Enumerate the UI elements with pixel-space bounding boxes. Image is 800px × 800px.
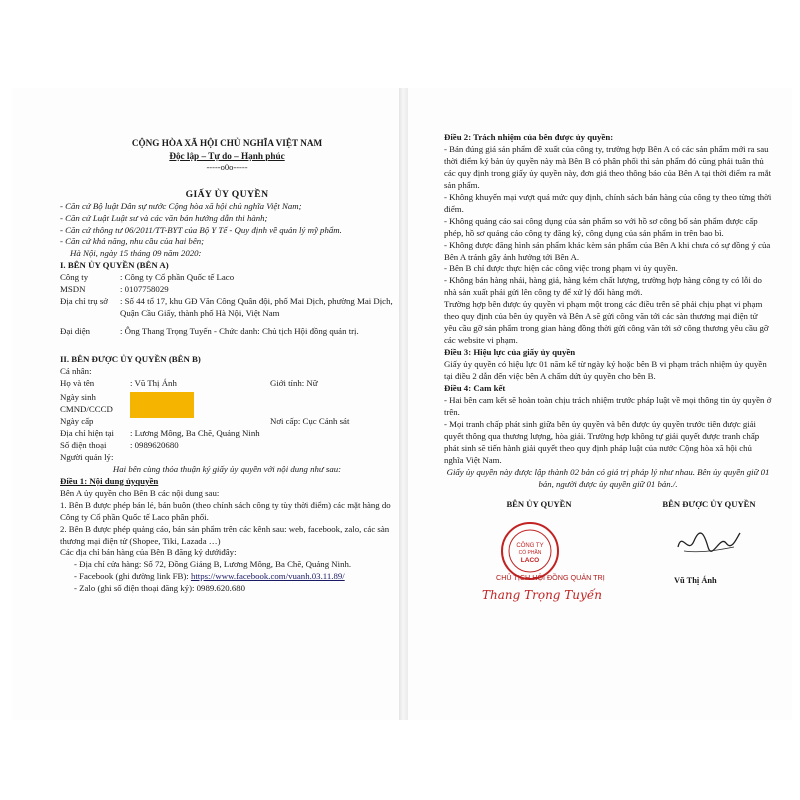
- svg-text:CÔNG TY: CÔNG TY: [516, 542, 544, 549]
- field-value: : 0989620680: [130, 439, 179, 450]
- director-title: CHỦ TỊCH HỘI ĐỒNG QUẢN TRỊ: [496, 572, 605, 582]
- article-1-intro: Bên A ủy quyền cho Bên B các nội dung sau:: [60, 487, 220, 498]
- party-a-company-row: [60, 272, 394, 284]
- article-2-item: - Không được đăng hình sản phẩm khác kèm sản phẩm của Bên A khi chưa có sự đồng ý của Bên A tránh gây ảnh hưởng tới Bên A.: [444, 239, 771, 262]
- svg-text:CỔ PHẦN: CỔ PHẦN: [518, 549, 542, 556]
- redaction-block: [130, 392, 194, 418]
- signature-area: [444, 499, 772, 649]
- gender-field: Giới tính: Nữ: [270, 378, 318, 389]
- legal-basis-item: - Căn cứ thông tư 06/2011/TT-BYT của Bộ Y Tế - Quy định về quản lý mỹ phẩm.: [60, 224, 342, 235]
- party-b-manager: Người quản lý:: [60, 451, 114, 462]
- article-2-item: - Không khuyến mại vượt quá mức quy định, chính sách bán hàng của công ty theo từng thời điểm.: [444, 191, 772, 214]
- party-b-residence-row: [60, 428, 394, 440]
- company-seal-icon: [500, 521, 560, 581]
- article-3-text: Giấy ủy quyền có hiệu lực 01 năm kể từ ngày ký hoặc bên B vi phạm trách nhiệm ủy quyền tại điều 2 dẫn đến việc bên A chấm dứt ủy quyền cho bên B.: [444, 359, 767, 382]
- right-page: [408, 88, 792, 720]
- party-b-type: Cá nhân:: [60, 366, 92, 377]
- field-label: CMND/CCCD: [60, 403, 113, 414]
- party-b-heading: II. BÊN ĐƯỢC ỦY QUYỀN (BÊN B): [60, 354, 201, 365]
- party-a-msdn-row: [60, 284, 394, 296]
- field-value: : Công ty Cổ phần Quốc tế Laco: [120, 272, 235, 283]
- article-4-item: - Mọi tranh chấp phát sinh giữa bên ủy quyền và bên được ủy quyền trước tiên được giải quyết thông qua thương lượng, hòa giải. Trường hợp không tự giải quyết được tranh chấp phát sinh sẽ tiến hành giải quyết theo quy định pháp luật của nước Cộng hòa xã hội chủ nghĩa Việt Nam.: [444, 418, 760, 465]
- svg-text:LACO: LACO: [520, 556, 540, 564]
- channels-intro: Các địa chỉ bán hàng của Bên B đăng ký dướiđây:: [60, 547, 237, 558]
- article-2-item: - Bán đúng giá sản phẩm đề xuất của công ty, trường hợp Bên A có các sản phẩm mới ra sau thời điểm ký bản ủy quyền này mà Bên B có phân phối thì sản phẩm đó cũng phải tuân thủ các quy định trong giấy ủy quyền này, đơn giá theo thông báo của Bên A tại thời điểm ra mắt sản phẩm.: [444, 143, 772, 190]
- field-label: Ngày cấp: [60, 415, 94, 426]
- party-a-address-row: [60, 296, 394, 320]
- field-value: : 0107758029: [120, 284, 169, 295]
- nation-title: CỘNG HÒA XÃ HỘI CHỦ NGHĨA VIỆT NAM: [131, 138, 323, 148]
- field-label: Địa chỉ trụ sở: [60, 296, 108, 307]
- field-label: Họ và tên: [60, 378, 95, 389]
- party-b-name-row: [60, 378, 394, 390]
- article-2-penalty: Trường hợp bên được ủy quyền vi phạm một trong các điều trên sẽ phải chịu phạt vi phạm theo quy định của bên ủy quyền và Bên A sẽ gửi công văn tới các sàn thương mại điện tử yêu cầu gỡ sản phẩm trong gian hàng đồng thời gửi công văn tới sở công thương yêu cầu gỡ các website vi phạm.: [444, 299, 769, 346]
- agreement-line: Hai bên cùng thỏa thuận ký giấy ủy quyền với nội dung như sau:: [112, 463, 342, 474]
- field-label: Số điện thoại: [60, 439, 107, 450]
- facebook-line: [60, 571, 394, 583]
- zalo-line: - Zalo (ghi số điện thoại đăng ký): 0989.620.680: [74, 583, 246, 594]
- legal-basis-item: - Căn cứ Bộ luật Dân sự nước Cộng hòa xã hội chủ nghĩa Việt Nam;: [60, 200, 302, 211]
- article-3-heading: Điều 3: Hiệu lực của giấy ủy quyền: [444, 347, 576, 358]
- legal-basis-item: - Căn cứ Luật Luật sư và các văn bản hướng dẫn thi hành;: [60, 212, 268, 223]
- facebook-link[interactable]: https://www.facebook.com/vuanh.03.11.89/: [190, 571, 345, 582]
- national-motto: Độc lập – Tự do – Hạnh phúc: [169, 150, 285, 161]
- article-2-item: - Không bán hàng nhái, hàng giả, hàng kém chất lượng, trường hợp hàng công ty có lỗi do nhà sản xuất phải gửi lên công ty để xử lý đổi hàng mới.: [444, 275, 762, 298]
- id-values: [130, 392, 270, 428]
- left-page: [12, 88, 400, 720]
- party-b-signature-icon: [674, 525, 744, 561]
- field-value: : Lương Mông, Ba Chẽ, Quảng Ninh: [130, 427, 260, 438]
- article-1-heading: Điều 1: Nội dung ủyquyền: [60, 475, 159, 486]
- legal-basis-list: [60, 201, 394, 249]
- document-date: Hà Nội, ngày 15 tháng 09 năm 2020:: [70, 248, 202, 259]
- field-value: : Ông Thang Trọng Tuyến - Chức danh: Chủ tịch Hội đồng quản trị.: [120, 326, 359, 337]
- party-a-rep-row: [60, 326, 394, 338]
- article-1-item: 1. Bên B được phép bán lẻ, bán buôn (theo chính sách công ty tùy thời điểm) các mặt hàng do Công ty Cổ phần Quốc tế Laco phân phối.: [60, 499, 391, 522]
- article-2-heading: Điều 2: Trách nhiệm của bên được ủy quyền:: [444, 132, 614, 142]
- article-2-item: - Bên B chỉ được thực hiện các công việc trong phạm vi ủy quyền.: [444, 263, 678, 274]
- party-b-phone-row: [60, 440, 394, 452]
- party-b-signer-name: Vũ Thị Ánh: [674, 575, 717, 585]
- field-label: Ngày sinh: [60, 391, 96, 402]
- store-address: - Địa chỉ cửa hàng: Số 72, Đồng Giảng B, Lương Mông, Ba Chẽ, Quảng Ninh.: [74, 559, 352, 570]
- article-4-heading: Điều 4: Cam kết: [444, 383, 506, 394]
- director-name: Thang Trọng Tuyến: [482, 587, 602, 602]
- party-a-signature-title: BÊN ỦY QUYỀN: [506, 498, 572, 509]
- field-value: : Số 44 tổ 17, khu GĐ Văn Công Quân đội, phố Mai Dịch, phường Mai Dịch, Quận Cầu Giấy, thành phố Hà Nội, Việt Nam: [120, 296, 393, 319]
- party-b-id-block: [60, 392, 394, 428]
- field-label: Công ty: [60, 272, 89, 283]
- article-2-item: - Không quảng cáo sai công dụng của sản phẩm so với hồ sơ công bố sản phẩm được cấp phép, hồ sơ quảng cáo công ty đăng ký, công dụng của sản phẩm in trên bao bì.: [444, 215, 758, 238]
- id-labels: [60, 392, 130, 428]
- closing-statement: Giấy ủy quyền này được lập thành 02 bản có giá trị pháp lý như nhau. Bên ủy quyền giữ 01 bản, người được ủy quyền giữ 01 bản./.: [446, 466, 770, 489]
- article-1-item: 2. Bên B được phép quảng cáo, bán sản phẩm trên các kênh sau: web, facebook, zalo, các sàn thương mại điện tử (Shopee, Tiki, Lazada …): [60, 523, 390, 546]
- field-label: MSDN: [60, 284, 86, 295]
- article-4-item: - Hai bên cam kết sẽ hoàn toàn chịu trách nhiệm trước pháp luật về mọi thông tin ủy quyền ở trên.: [444, 394, 772, 417]
- party-a-heading: I. BÊN ỦY QUYỀN (BÊN A): [60, 260, 169, 271]
- ornament-divider: -----o0o-----: [206, 162, 248, 173]
- legal-basis-item: - Căn cứ khả năng, nhu cầu của hai bên;: [60, 236, 205, 247]
- party-b-signature-title: BÊN ĐƯỢC ỦY QUYỀN: [662, 498, 756, 509]
- facebook-label: - Facebook (ghi đường link FB):: [74, 571, 191, 582]
- document-title: GIẤY ỦY QUYỀN: [185, 188, 269, 200]
- field-label: Đại diện: [60, 326, 91, 337]
- field-value: : Vũ Thị Ánh: [130, 378, 177, 389]
- field-label: Địa chỉ hiện tại: [60, 427, 114, 438]
- issued-by-field: Nơi cấp: Cục Cảnh sát: [270, 415, 350, 426]
